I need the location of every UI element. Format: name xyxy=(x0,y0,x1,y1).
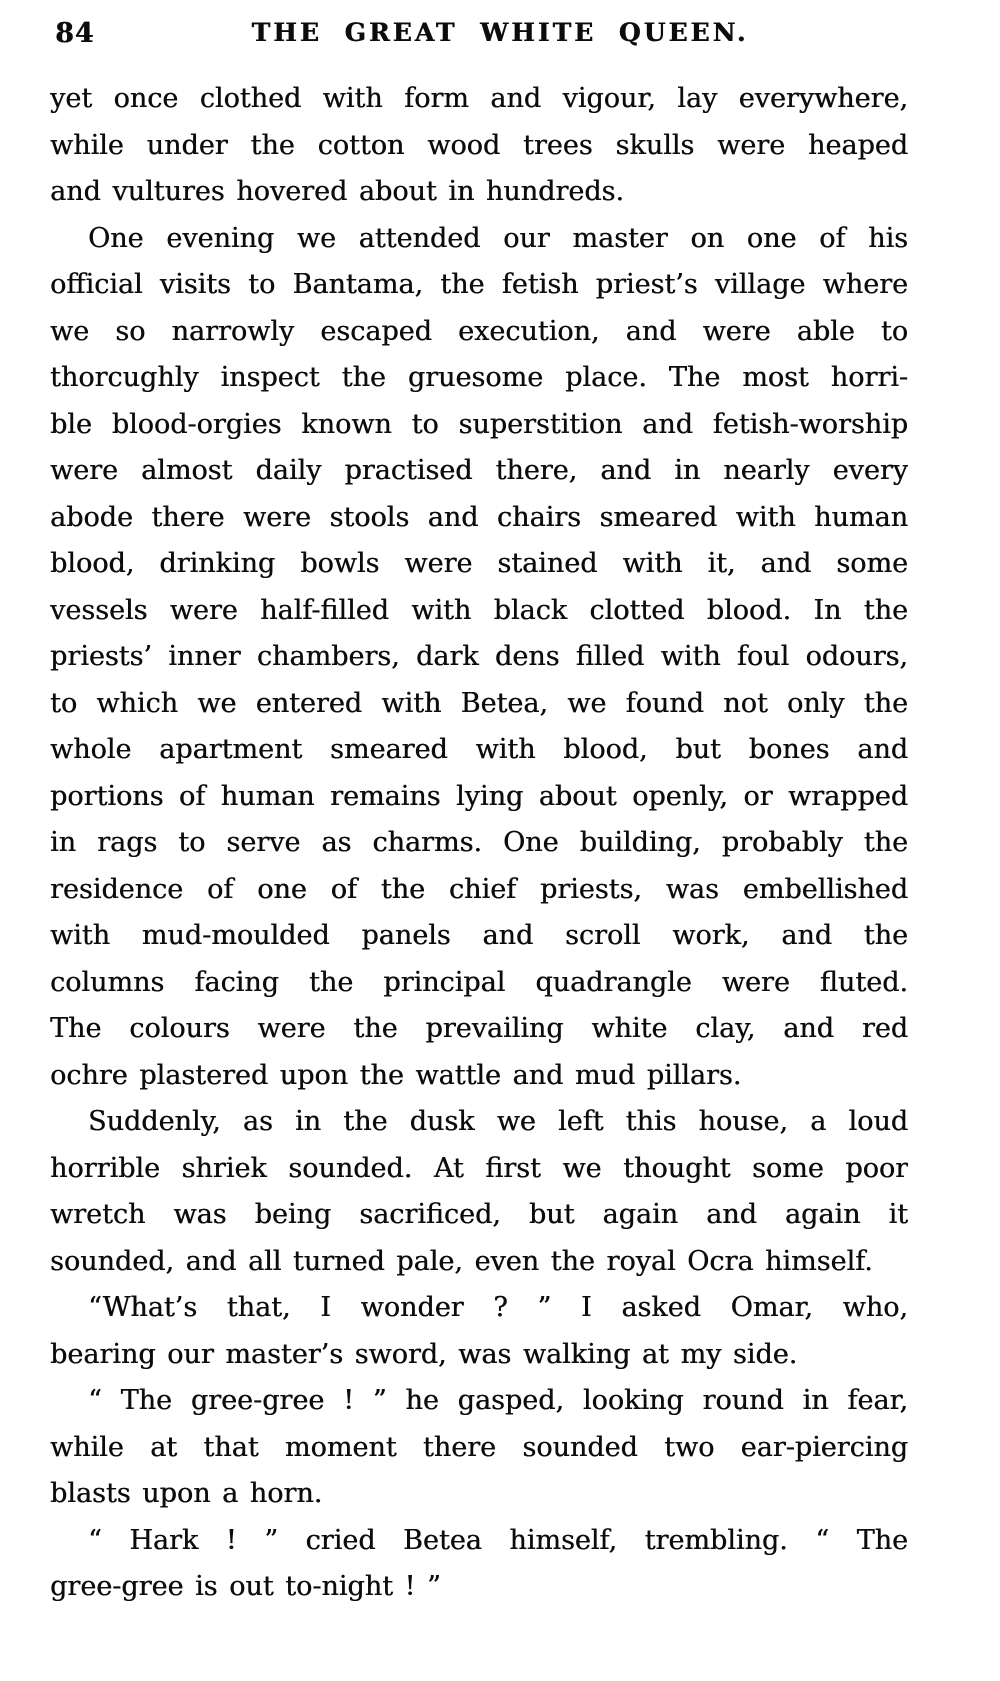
text-line: priests’ inner chambers, dark dens filled with foul odours, xyxy=(50,641,908,672)
text-line: sounded, and all turned pale, even the royal Ocra himself. xyxy=(50,1245,873,1277)
text-line: residence of one of the chief priests, was embellished xyxy=(50,873,908,905)
text-line: The colours were the prevailing white clay, and red xyxy=(50,1013,908,1044)
text-line: “ Hark ! ” cried Betea himself, trembling. “ The xyxy=(88,1524,908,1556)
text-line: portions of human remains lying about openly, or wrapped xyxy=(50,780,908,812)
text-line: in rags to serve as charms. One building, probably the xyxy=(50,827,908,858)
text-line: vessels were half-filled with black clotted blood. In the xyxy=(50,594,908,626)
text-line: we so narrowly escaped execution, and were able to xyxy=(50,315,908,347)
text-line: “ The gree-gree ! ” he gasped, looking round in fear, xyxy=(88,1385,908,1416)
text-line: bearing our master’s sword, was walking at my side. xyxy=(50,1338,798,1370)
text-line: abode there were stools and chairs smeared with human xyxy=(50,501,908,533)
text-line: blasts upon a horn. xyxy=(50,1478,323,1509)
text-line: Suddenly, as in the dusk we left this house, a loud xyxy=(88,1106,908,1137)
text-line: blood, drinking bowls were stained with it, and some xyxy=(50,548,908,579)
text-block xyxy=(50,76,908,1611)
text-line: while under the cotton wood trees skulls were heaped xyxy=(50,129,908,161)
text-line: yet once clothed with form and vigour, lay everywhere, xyxy=(50,83,908,114)
text-line: to which we entered with Betea, we found not only the xyxy=(50,687,908,719)
text-line: official visits to Bantama, the fetish priest’s village where xyxy=(50,269,908,300)
text-line: wretch was being sacrificed, but again and again it xyxy=(50,1199,908,1230)
text-line: and vultures hovered about in hundreds. xyxy=(50,176,624,207)
text-line: ochre plastered upon the wattle and mud pillars. xyxy=(50,1059,742,1091)
page-number: 84 xyxy=(55,18,95,49)
text-line: gree-gree is out to-night ! ” xyxy=(50,1571,441,1602)
text-line: columns facing the principal quadrangle were fluted. xyxy=(50,966,908,998)
text-line: were almost daily practised there, and in nearly every xyxy=(50,455,908,486)
text-line: while at that moment there sounded two ear-piercing xyxy=(50,1431,908,1463)
text-line: with mud-moulded panels and scroll work, and the xyxy=(50,920,908,951)
running-title: THE GREAT WHITE QUEEN. xyxy=(251,18,749,47)
text-line: “What’s that, I wonder ? ” I asked Omar, who, xyxy=(88,1292,908,1323)
text-line: whole apartment smeared with blood, but bones and xyxy=(50,734,908,765)
text-line: horrible shriek sounded. At first we thought some poor xyxy=(50,1152,908,1184)
text-line: One evening we attended our master on one of his xyxy=(88,222,908,254)
text-line: ble blood-orgies known to superstition and fetish-worship xyxy=(50,408,908,440)
text-line: thorcughly inspect the gruesome place. The most horri- xyxy=(50,362,908,393)
page-header xyxy=(0,16,1000,56)
